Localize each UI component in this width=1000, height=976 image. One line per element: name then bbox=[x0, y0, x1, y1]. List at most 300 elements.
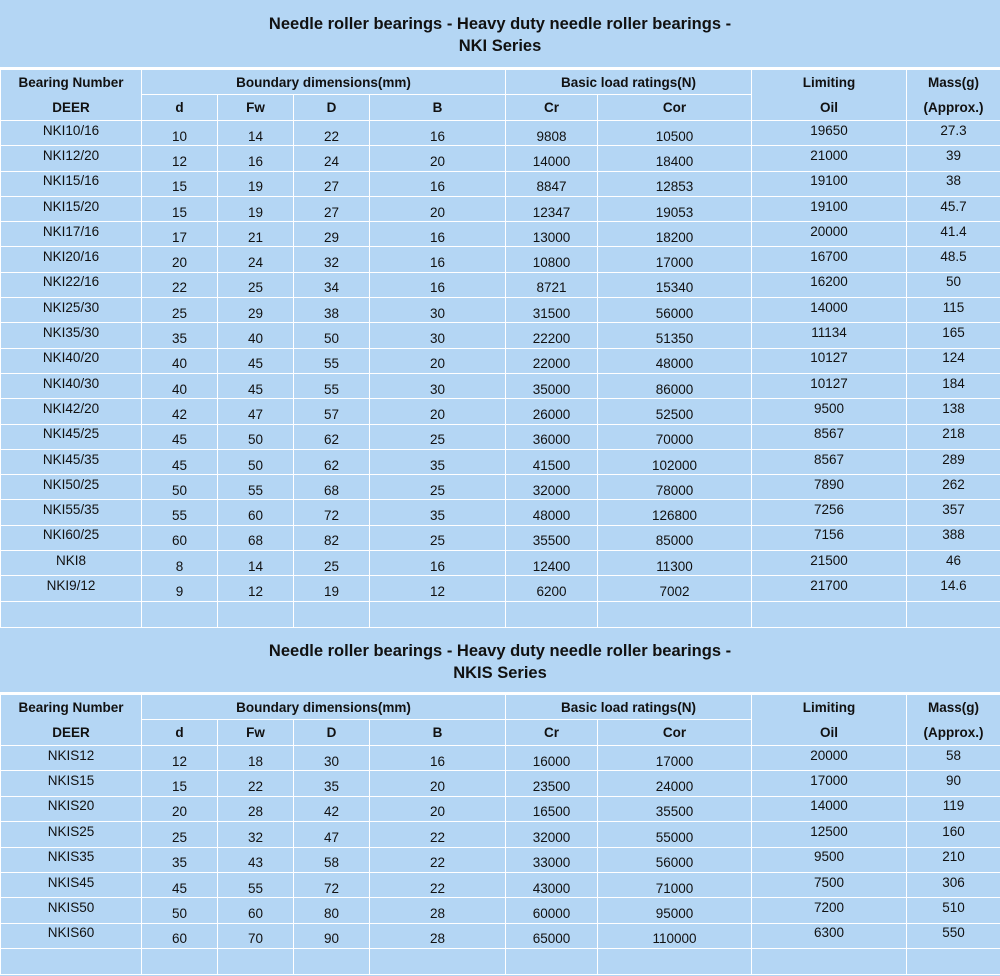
cor-value: 24000 bbox=[655, 779, 694, 795]
d-cell bbox=[142, 298, 218, 323]
oil-limit-cell bbox=[752, 424, 907, 449]
bearing-number-cell bbox=[1, 525, 142, 550]
d-cell bbox=[142, 247, 218, 272]
b-cell bbox=[370, 247, 506, 272]
oil-limit-value: 7156 bbox=[814, 527, 845, 543]
oil-limit-cell bbox=[752, 872, 907, 897]
oil-limit-value: 21000 bbox=[810, 147, 848, 163]
d-value: 42 bbox=[171, 406, 188, 422]
outer-d-cell bbox=[294, 796, 370, 821]
fw-value: 29 bbox=[247, 305, 264, 321]
cor-value: 86000 bbox=[655, 381, 694, 397]
oil-limit-cell bbox=[752, 272, 907, 297]
mass-value: 388 bbox=[942, 527, 965, 543]
fw-cell bbox=[218, 475, 294, 500]
b-cell bbox=[370, 796, 506, 821]
header-mass: Mass(g) bbox=[907, 695, 1000, 720]
b-cell bbox=[370, 872, 506, 897]
mass-value: 41.4 bbox=[940, 223, 967, 239]
empty-cell bbox=[752, 601, 907, 627]
outer-d-cell bbox=[294, 348, 370, 373]
b-cell bbox=[370, 121, 506, 146]
cr-cell bbox=[506, 500, 598, 525]
mass-value: 124 bbox=[942, 350, 965, 366]
header-cor: Cor bbox=[598, 95, 752, 121]
header-row-2 bbox=[1, 720, 1000, 746]
bearing-number-cell bbox=[1, 121, 142, 146]
bearing-number-value: NKI15/16 bbox=[42, 173, 100, 189]
cor-cell bbox=[598, 796, 752, 821]
outer-d-value: 24 bbox=[323, 153, 340, 169]
cr-cell bbox=[506, 771, 598, 796]
d-value: 35 bbox=[171, 855, 188, 871]
fw-value: 45 bbox=[247, 356, 264, 372]
d-cell bbox=[142, 373, 218, 398]
outer-d-value: 72 bbox=[323, 508, 340, 524]
fw-value: 25 bbox=[247, 280, 264, 296]
outer-d-cell bbox=[294, 551, 370, 576]
b-value: 28 bbox=[430, 931, 446, 947]
fw-value: 70 bbox=[247, 931, 264, 947]
fw-value: 55 bbox=[247, 482, 264, 498]
cr-cell bbox=[506, 449, 598, 474]
bearing-number-cell bbox=[1, 171, 142, 196]
b-value: 30 bbox=[430, 331, 446, 347]
mass-cell bbox=[907, 449, 1000, 474]
oil-limit-cell bbox=[752, 323, 907, 348]
fw-value: 18 bbox=[247, 753, 264, 769]
cor-cell bbox=[598, 525, 752, 550]
d-cell bbox=[142, 449, 218, 474]
d-cell bbox=[142, 424, 218, 449]
header-cr: Cr bbox=[506, 95, 598, 121]
table-row bbox=[1, 898, 1000, 923]
cor-cell bbox=[598, 323, 752, 348]
outer-d-value: 19 bbox=[323, 583, 340, 599]
section-title-line1: Needle roller bearings - Heavy duty needle roller bearings - bbox=[268, 642, 732, 660]
outer-d-value: 68 bbox=[323, 482, 340, 498]
b-cell bbox=[370, 323, 506, 348]
b-cell bbox=[370, 525, 506, 550]
b-value: 16 bbox=[430, 280, 446, 296]
outer-d-value: 82 bbox=[323, 533, 340, 549]
header-d: d bbox=[142, 720, 218, 746]
bearing-number-value: NKI20/16 bbox=[42, 249, 100, 265]
cor-value: 56000 bbox=[655, 855, 694, 871]
b-value: 20 bbox=[430, 779, 446, 795]
bearing-number-cell bbox=[1, 746, 142, 771]
table-row bbox=[1, 796, 1000, 821]
cr-cell bbox=[506, 323, 598, 348]
b-cell bbox=[370, 348, 506, 373]
bearing-number-value: NKI17/16 bbox=[42, 223, 100, 239]
header-brand: DEER bbox=[1, 720, 142, 746]
cor-value: 15340 bbox=[655, 280, 694, 296]
outer-d-value: 25 bbox=[323, 558, 340, 574]
d-cell bbox=[142, 576, 218, 601]
b-value: 16 bbox=[430, 558, 446, 574]
b-cell bbox=[370, 771, 506, 796]
d-cell bbox=[142, 272, 218, 297]
cor-value: 78000 bbox=[655, 482, 694, 498]
b-value: 30 bbox=[430, 305, 446, 321]
outer-d-value: 58 bbox=[323, 855, 340, 871]
bearing-number-value: NKI45/25 bbox=[42, 426, 100, 442]
oil-limit-cell bbox=[752, 822, 907, 847]
table-row bbox=[1, 576, 1000, 601]
cr-cell bbox=[506, 576, 598, 601]
fw-cell bbox=[218, 247, 294, 272]
b-value: 30 bbox=[430, 381, 446, 397]
outer-d-cell bbox=[294, 847, 370, 872]
table-row bbox=[1, 399, 1000, 424]
header-row-2 bbox=[1, 95, 1000, 121]
mass-value: 115 bbox=[942, 299, 965, 315]
d-value: 40 bbox=[171, 356, 188, 372]
oil-limit-value: 17000 bbox=[810, 773, 848, 789]
bearing-number-cell bbox=[1, 348, 142, 373]
table-row bbox=[1, 196, 1000, 221]
cr-cell bbox=[506, 746, 598, 771]
oil-limit-value: 7200 bbox=[814, 900, 845, 916]
b-value: 16 bbox=[430, 128, 446, 144]
cor-value: 48000 bbox=[655, 356, 694, 372]
section-title bbox=[0, 13, 1000, 57]
b-cell bbox=[370, 847, 506, 872]
table-row bbox=[1, 449, 1000, 474]
b-cell bbox=[370, 500, 506, 525]
empty-cell bbox=[1, 601, 142, 627]
header-boundary-dimensions: Boundary dimensions(mm) bbox=[142, 695, 506, 720]
b-value: 22 bbox=[430, 855, 446, 871]
outer-d-value: 50 bbox=[323, 331, 340, 347]
d-cell bbox=[142, 771, 218, 796]
cr-value: 36000 bbox=[532, 432, 571, 448]
bearing-number-value: NKI22/16 bbox=[42, 274, 100, 290]
mass-value: 138 bbox=[942, 400, 965, 416]
header-fw: Fw bbox=[218, 95, 294, 121]
oil-limit-cell bbox=[752, 298, 907, 323]
fw-cell bbox=[218, 746, 294, 771]
mass-cell bbox=[907, 923, 1000, 948]
cor-cell bbox=[598, 247, 752, 272]
bearing-number-cell bbox=[1, 424, 142, 449]
oil-limit-cell bbox=[752, 171, 907, 196]
cr-value: 12400 bbox=[532, 558, 571, 574]
cr-cell bbox=[506, 272, 598, 297]
bearing-number-value: NKI9/12 bbox=[46, 577, 96, 593]
mass-cell bbox=[907, 796, 1000, 821]
cor-cell bbox=[598, 923, 752, 948]
oil-limit-cell bbox=[752, 746, 907, 771]
cr-value: 10800 bbox=[532, 255, 571, 271]
oil-limit-value: 16200 bbox=[810, 274, 848, 290]
fw-cell bbox=[218, 923, 294, 948]
oil-limit-cell bbox=[752, 898, 907, 923]
cr-value: 48000 bbox=[532, 508, 571, 524]
cor-value: 95000 bbox=[655, 906, 694, 922]
section-title-line2: NKI Series bbox=[458, 37, 542, 55]
oil-limit-value: 19100 bbox=[810, 198, 848, 214]
empty-cell bbox=[370, 601, 506, 627]
cr-cell bbox=[506, 121, 598, 146]
header-outer-d: D bbox=[294, 95, 370, 121]
bearing-number-value: NKI8 bbox=[55, 552, 86, 568]
oil-limit-cell bbox=[752, 222, 907, 247]
mass-value: 58 bbox=[946, 747, 962, 763]
header-b: B bbox=[370, 720, 506, 746]
oil-limit-value: 7500 bbox=[814, 874, 845, 890]
d-value: 10 bbox=[171, 128, 188, 144]
outer-d-cell bbox=[294, 771, 370, 796]
empty-row bbox=[1, 601, 1000, 627]
cr-cell bbox=[506, 847, 598, 872]
outer-d-cell bbox=[294, 121, 370, 146]
header-cor: Cor bbox=[598, 720, 752, 746]
table-row bbox=[1, 298, 1000, 323]
b-value: 25 bbox=[430, 533, 446, 549]
header-row-1 bbox=[1, 695, 1000, 720]
cr-value: 26000 bbox=[532, 406, 571, 422]
fw-value: 14 bbox=[247, 128, 264, 144]
cor-value: 85000 bbox=[655, 533, 694, 549]
fw-cell bbox=[218, 872, 294, 897]
cor-cell bbox=[598, 399, 752, 424]
d-value: 12 bbox=[171, 153, 188, 169]
cor-cell bbox=[598, 872, 752, 897]
outer-d-cell bbox=[294, 171, 370, 196]
bearing-number-cell bbox=[1, 796, 142, 821]
d-value: 9 bbox=[175, 583, 184, 599]
d-value: 60 bbox=[171, 533, 188, 549]
bearing-number-value: NKIS20 bbox=[47, 798, 95, 814]
outer-d-cell bbox=[294, 822, 370, 847]
mass-value: 357 bbox=[942, 502, 965, 518]
header-approx: (Approx.) bbox=[907, 95, 1000, 121]
mass-cell bbox=[907, 576, 1000, 601]
oil-limit-value: 21500 bbox=[810, 552, 848, 568]
bearing-number-value: NKIS50 bbox=[47, 900, 95, 916]
cr-value: 33000 bbox=[532, 855, 571, 871]
bearing-number-cell bbox=[1, 373, 142, 398]
bearing-number-value: NKIS25 bbox=[47, 823, 95, 839]
fw-value: 12 bbox=[247, 583, 264, 599]
cr-cell bbox=[506, 424, 598, 449]
header-fw: Fw bbox=[218, 720, 294, 746]
cor-cell bbox=[598, 222, 752, 247]
bearing-number-cell bbox=[1, 247, 142, 272]
mass-cell bbox=[907, 323, 1000, 348]
b-value: 20 bbox=[430, 406, 446, 422]
outer-d-cell bbox=[294, 323, 370, 348]
oil-limit-value: 14000 bbox=[810, 299, 848, 315]
cor-value: 35500 bbox=[655, 804, 694, 820]
outer-d-cell bbox=[294, 525, 370, 550]
nkis-table bbox=[0, 694, 1000, 975]
fw-value: 19 bbox=[247, 204, 264, 220]
oil-limit-cell bbox=[752, 121, 907, 146]
cor-cell bbox=[598, 373, 752, 398]
d-value: 35 bbox=[171, 331, 188, 347]
outer-d-cell bbox=[294, 373, 370, 398]
bearing-number-value: NKIS60 bbox=[47, 925, 95, 941]
bearing-number-cell bbox=[1, 500, 142, 525]
bearing-number-cell bbox=[1, 475, 142, 500]
cr-cell bbox=[506, 146, 598, 171]
table-row bbox=[1, 872, 1000, 897]
bearing-number-value: NKIS12 bbox=[47, 747, 95, 763]
d-cell bbox=[142, 121, 218, 146]
oil-limit-value: 6300 bbox=[814, 925, 845, 941]
mass-cell bbox=[907, 348, 1000, 373]
bearing-number-cell bbox=[1, 822, 142, 847]
oil-limit-value: 9500 bbox=[814, 849, 845, 865]
empty-cell bbox=[142, 949, 218, 975]
header-basic-load-ratings: Basic load ratings(N) bbox=[506, 70, 752, 95]
table-row bbox=[1, 500, 1000, 525]
fw-cell bbox=[218, 822, 294, 847]
oil-limit-value: 7890 bbox=[814, 476, 845, 492]
d-value: 45 bbox=[171, 457, 188, 473]
table-row bbox=[1, 171, 1000, 196]
cr-value: 22200 bbox=[532, 331, 571, 347]
outer-d-value: 35 bbox=[323, 779, 340, 795]
cr-value: 9808 bbox=[536, 128, 567, 144]
fw-cell bbox=[218, 576, 294, 601]
cr-cell bbox=[506, 822, 598, 847]
d-value: 17 bbox=[171, 229, 188, 245]
outer-d-cell bbox=[294, 222, 370, 247]
fw-value: 22 bbox=[247, 779, 264, 795]
fw-cell bbox=[218, 222, 294, 247]
outer-d-value: 62 bbox=[323, 457, 340, 473]
bearing-number-cell bbox=[1, 222, 142, 247]
mass-value: 39 bbox=[946, 147, 962, 163]
oil-limit-cell bbox=[752, 373, 907, 398]
mass-cell bbox=[907, 171, 1000, 196]
b-cell bbox=[370, 449, 506, 474]
cor-value: 71000 bbox=[655, 880, 694, 896]
cor-value: 17000 bbox=[655, 255, 694, 271]
mass-value: 289 bbox=[942, 451, 965, 467]
header-limiting: Limiting bbox=[752, 70, 907, 95]
oil-limit-cell bbox=[752, 525, 907, 550]
d-cell bbox=[142, 796, 218, 821]
fw-cell bbox=[218, 898, 294, 923]
oil-limit-value: 19650 bbox=[810, 122, 848, 138]
b-value: 20 bbox=[430, 153, 446, 169]
d-value: 50 bbox=[171, 906, 188, 922]
cr-cell bbox=[506, 348, 598, 373]
d-value: 60 bbox=[171, 931, 188, 947]
cor-cell bbox=[598, 348, 752, 373]
outer-d-value: 47 bbox=[323, 829, 340, 845]
table-row bbox=[1, 247, 1000, 272]
oil-limit-cell bbox=[752, 475, 907, 500]
b-value: 22 bbox=[430, 880, 446, 896]
fw-value: 40 bbox=[247, 331, 264, 347]
cor-value: 51350 bbox=[655, 331, 694, 347]
empty-cell bbox=[218, 949, 294, 975]
table-row bbox=[1, 348, 1000, 373]
fw-cell bbox=[218, 399, 294, 424]
table-row bbox=[1, 272, 1000, 297]
oil-limit-value: 12500 bbox=[810, 823, 848, 839]
d-cell bbox=[142, 399, 218, 424]
cr-cell bbox=[506, 923, 598, 948]
outer-d-cell bbox=[294, 247, 370, 272]
oil-limit-value: 8567 bbox=[814, 451, 845, 467]
fw-cell bbox=[218, 171, 294, 196]
cr-cell bbox=[506, 247, 598, 272]
empty-row bbox=[1, 949, 1000, 975]
oil-limit-value: 19100 bbox=[810, 173, 848, 189]
cr-value: 8721 bbox=[536, 280, 567, 296]
cr-cell bbox=[506, 525, 598, 550]
b-cell bbox=[370, 196, 506, 221]
cor-value: 19053 bbox=[655, 204, 694, 220]
outer-d-cell bbox=[294, 449, 370, 474]
cr-cell bbox=[506, 872, 598, 897]
cor-cell bbox=[598, 771, 752, 796]
b-cell bbox=[370, 146, 506, 171]
cor-value: 55000 bbox=[655, 829, 694, 845]
b-cell bbox=[370, 822, 506, 847]
cr-cell bbox=[506, 196, 598, 221]
fw-cell bbox=[218, 373, 294, 398]
mass-value: 210 bbox=[942, 849, 965, 865]
fw-value: 24 bbox=[247, 255, 264, 271]
oil-limit-cell bbox=[752, 348, 907, 373]
outer-d-value: 27 bbox=[323, 179, 340, 195]
mass-value: 14.6 bbox=[940, 577, 967, 593]
cr-value: 14000 bbox=[532, 153, 571, 169]
oil-limit-cell bbox=[752, 551, 907, 576]
empty-cell bbox=[294, 601, 370, 627]
outer-d-cell bbox=[294, 500, 370, 525]
cr-value: 41500 bbox=[532, 457, 571, 473]
d-cell bbox=[142, 475, 218, 500]
d-cell bbox=[142, 500, 218, 525]
table-row bbox=[1, 771, 1000, 796]
oil-limit-cell bbox=[752, 399, 907, 424]
header-oil: Oil bbox=[752, 720, 907, 746]
cor-cell bbox=[598, 847, 752, 872]
outer-d-value: 80 bbox=[323, 906, 340, 922]
bearing-number-value: NKI10/16 bbox=[42, 122, 100, 138]
mass-value: 46 bbox=[946, 552, 962, 568]
header-b: B bbox=[370, 95, 506, 121]
bearing-number-cell bbox=[1, 923, 142, 948]
cor-value: 17000 bbox=[655, 753, 694, 769]
d-cell bbox=[142, 323, 218, 348]
mass-value: 160 bbox=[942, 823, 965, 839]
fw-cell bbox=[218, 449, 294, 474]
header-cr: Cr bbox=[506, 720, 598, 746]
cr-value: 65000 bbox=[532, 931, 571, 947]
table-row bbox=[1, 424, 1000, 449]
d-value: 25 bbox=[171, 305, 188, 321]
d-value: 15 bbox=[171, 779, 188, 795]
outer-d-cell bbox=[294, 298, 370, 323]
oil-limit-value: 21700 bbox=[810, 577, 848, 593]
outer-d-value: 57 bbox=[323, 406, 340, 422]
mass-cell bbox=[907, 196, 1000, 221]
d-value: 15 bbox=[171, 179, 188, 195]
outer-d-cell bbox=[294, 576, 370, 601]
bearing-number-value: NKIS45 bbox=[47, 874, 95, 890]
d-value: 12 bbox=[171, 753, 188, 769]
